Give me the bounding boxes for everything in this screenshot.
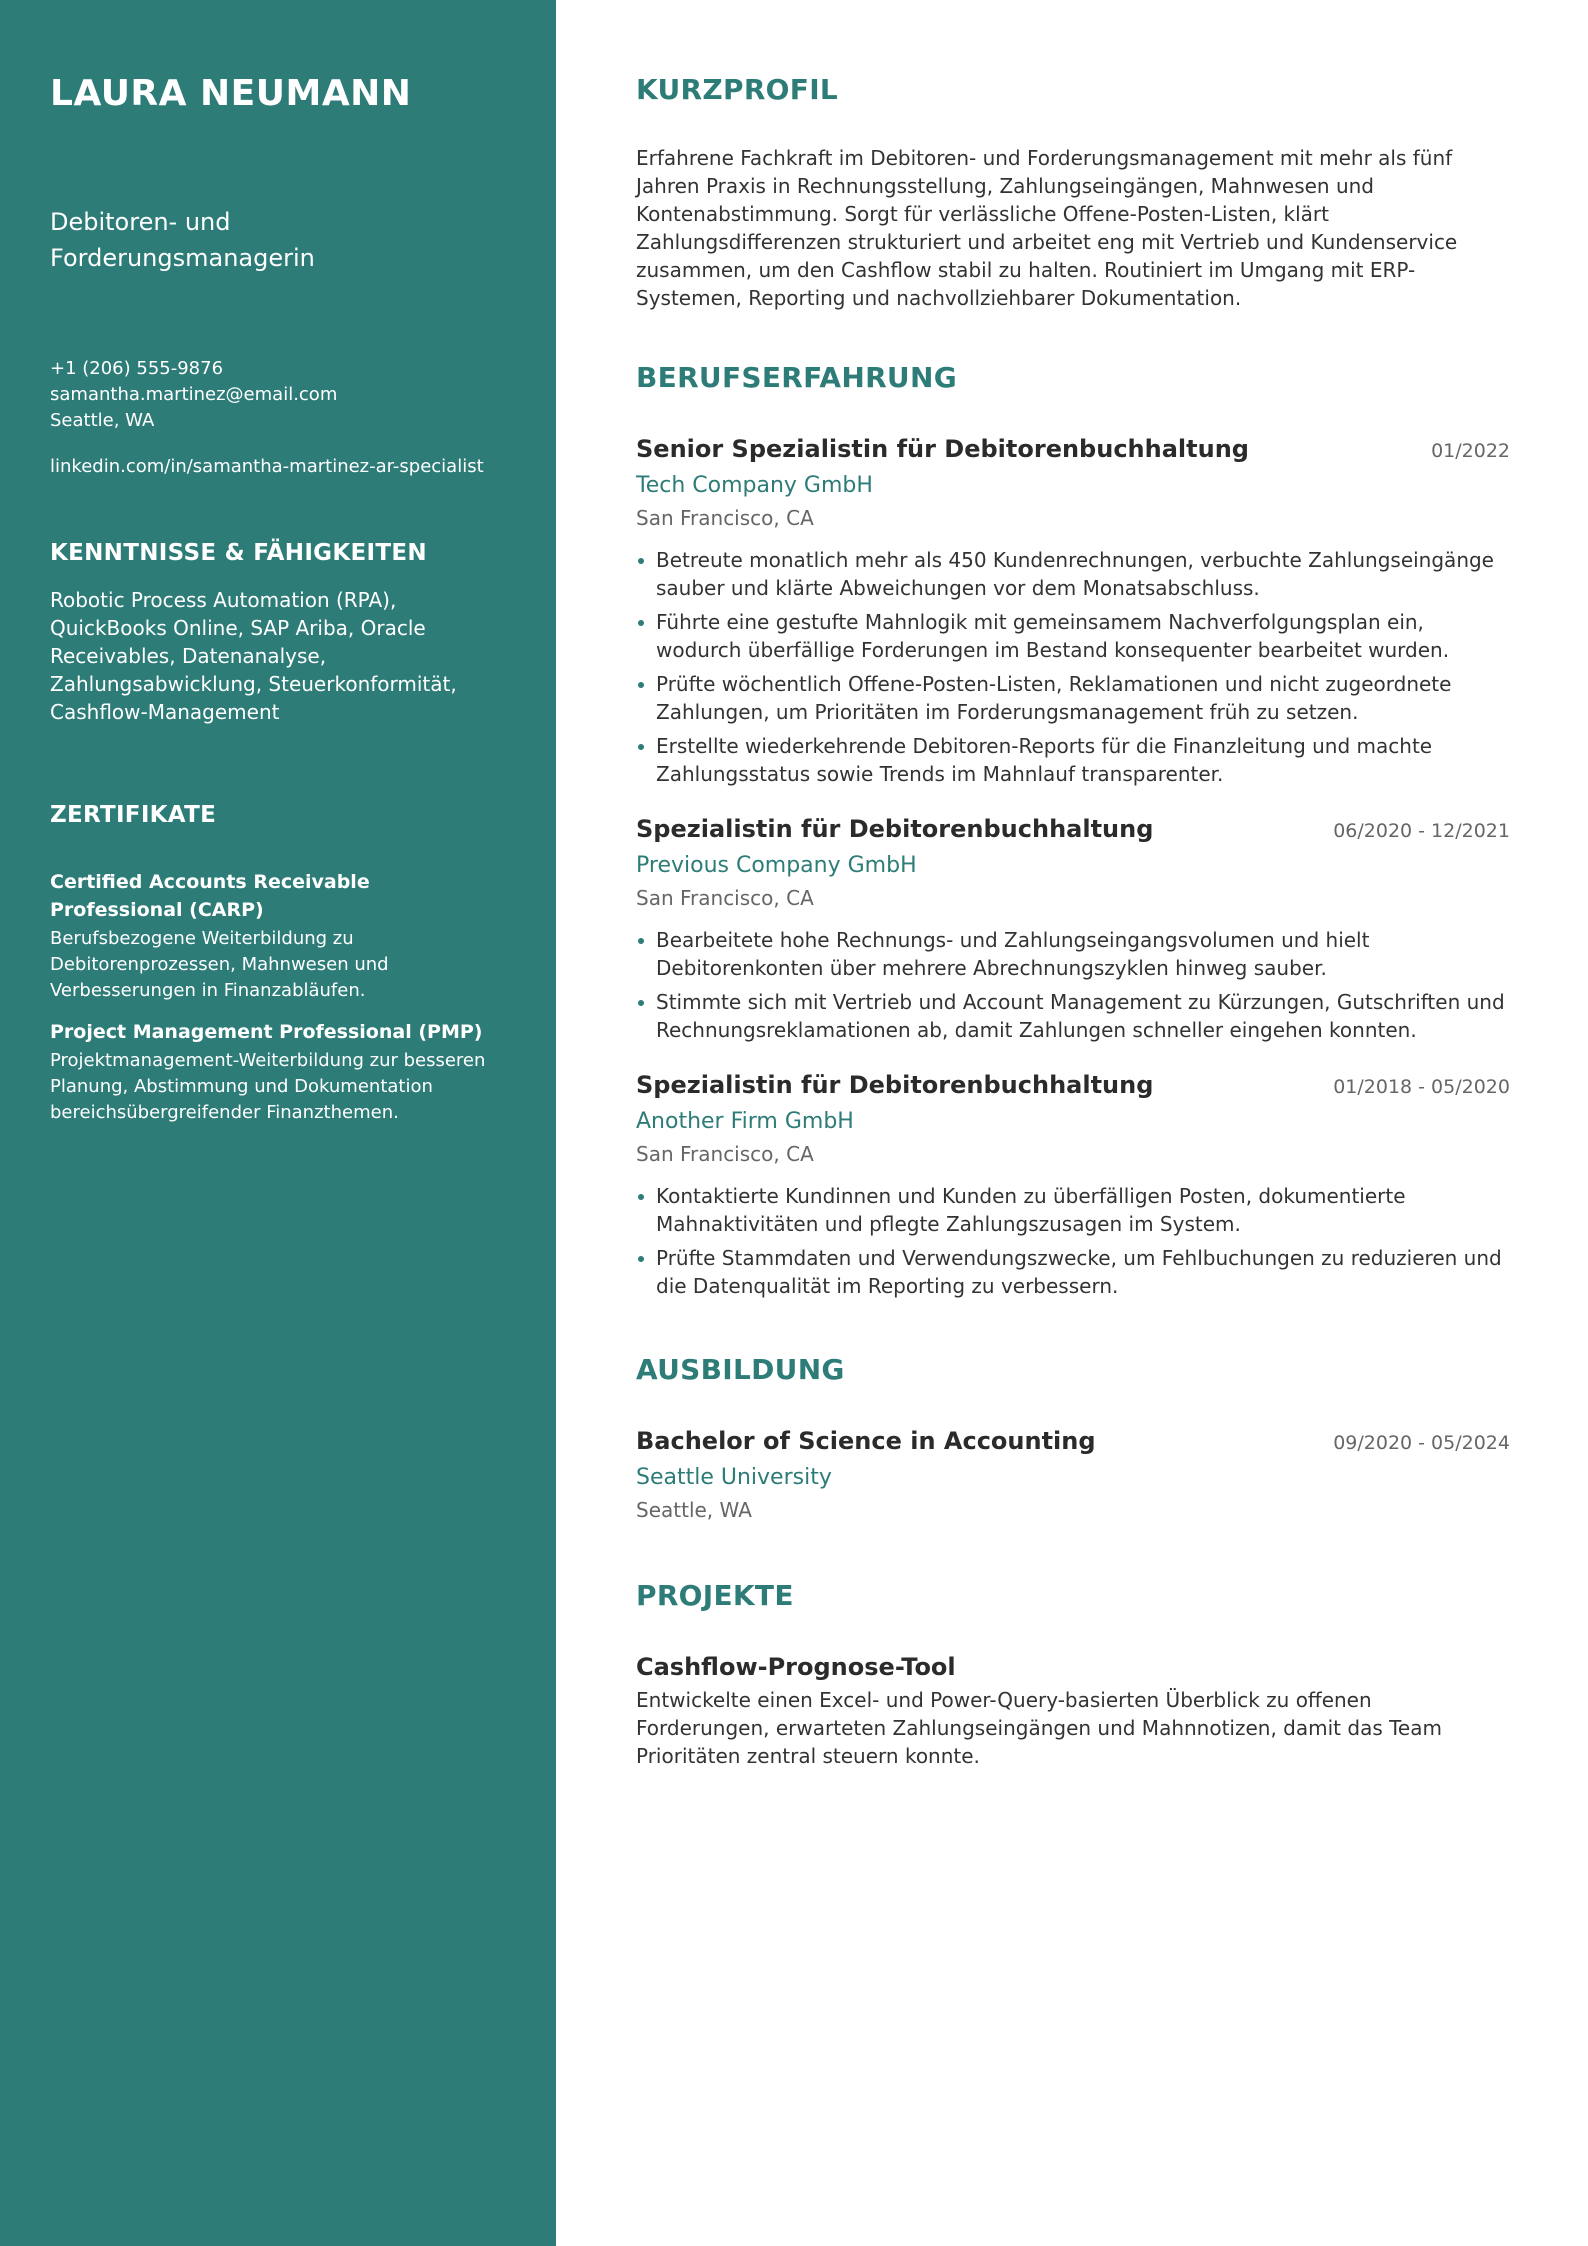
bullet-text: Betreute monatlich mehr als 450 Kundenrechnungen, verbuchte Zahlungseingänge sauber und klärte Abweichungen vor dem Monatsabschluss. [656,548,1494,600]
job-location: San Francisco, CA [636,886,814,910]
certificate-item [50,1018,506,1126]
bullet-text: Stimmte sich mit Vertrieb und Account Management zu Kürzungen, Gutschriften und Rechnungsreklamationen ab, damit Zahlungen schneller eingehen konnten. [656,990,1505,1042]
project-title: Cashflow-Prognose-Tool [636,1653,956,1681]
bullet-icon [638,1194,644,1200]
bullet-item [636,608,1510,664]
bullet-text: Prüfte wöchentlich Offene-Posten-Listen, Reklamationen und nicht zugeordnete Zahlungen, um Prioritäten im Forderungsmanagement früh zu setzen. [656,672,1452,724]
degree-title: Bachelor of Science in Accounting [636,1427,1096,1455]
summary-heading: KURZPROFIL [636,73,839,106]
bullet-item [636,988,1510,1044]
education-entry [636,1424,1510,1524]
job-location: San Francisco, CA [636,1142,814,1166]
certificate-description: Berufsbezogene Weiterbildung zu Debitorenprozessen, Mahnwesen und Verbesserungen in Finanzabläufen. [50,928,389,1001]
bullet-text: Führte eine gestufte Mahnlogik mit gemeinsamem Nachverfolgungsplan ein, wodurch überfällige Forderungen im Bestand konsequenter bearbeitet wurden. [656,610,1450,662]
certificate-item [50,868,506,1004]
school-name: Seattle University [636,1465,832,1490]
bullet-text: Bearbeitete hohe Rechnungs- und Zahlungseingangsvolumen und hielt Debitorenkonten über mehrere Abrechnungszyklen hinweg sauber. [656,928,1370,980]
phone-text: +1 (206) 555-9876 [50,358,224,379]
skills-text: Robotic Process Automation (RPA), QuickBooks Online, SAP Ariba, Oracle Receivables, Datenanalyse, Zahlungsabwicklung, Steuerkonformität, Cashflow-Management [50,588,457,724]
experience-heading: BERUFSERFAHRUNG [636,361,957,394]
skills-heading: KENNTNISSE & FÄHIGKEITEN [50,540,427,566]
job-date: 06/2020 - 12/2021 [1333,820,1510,842]
job-title: Spezialistin für Debitorenbuchhaltung [636,815,1154,843]
linkedin-link[interactable]: linkedin.com/in/samantha-martinez-ar-specialist [50,456,484,477]
candidate-name: LAURA NEUMANN [50,73,412,114]
bullet-item [636,670,1510,726]
school-location: Seattle, WA [636,1498,752,1522]
bullet-icon [638,1256,644,1262]
bullet-item [636,926,1510,982]
project-description: Entwickelte einen Excel- und Power-Query-basierten Überblick zu offenen Forderungen, erwarteten Zahlungseingängen und Mahnnotizen, damit das Team Prioritäten zentral steuern konnte. [636,1688,1442,1768]
summary-text: Erfahrene Fachkraft im Debitoren- und Forderungsmanagement mit mehr als fünf Jahren Praxis in Rechnungsstellung, Zahlungseingängen, Mahnwesen und Kontenabstimmung. Sorgt für verlässliche Offene-Posten-Listen, klärt Zahlungsdifferenzen strukturiert und arbeitet eng mit Vertrieb und Kundenservice zusammen, um den Cashflow stabil zu halten. Routiniert im Umgang mit ERP-Systemen, Reporting und nachvollziehbarer Dokumentation. [636,146,1458,310]
company-name: Previous Company GmbH [636,853,917,878]
bullet-item [636,1244,1510,1300]
email-link[interactable]: samantha.martinez@email.com [50,384,338,405]
bullet-item [636,732,1510,788]
job-entry [636,812,1510,1044]
certificate-title: Project Management Professional (PMP) [50,1021,483,1043]
contact-block [50,356,506,434]
education-heading: AUSBILDUNG [636,1353,845,1386]
job-title: Senior Spezialistin für Debitorenbuchhaltung [636,435,1249,463]
job-entry [636,432,1510,788]
bullet-icon [638,558,644,564]
bullet-text: Erstellte wiederkehrende Debitoren-Reports für die Finanzleitung und machte Zahlungsstatus sowie Trends im Mahnlauf transparenter. [656,734,1433,786]
bullet-icon [638,744,644,750]
job-role: Debitoren- und Forderungsmanagerin [50,208,315,272]
job-bullets [636,1182,1510,1300]
job-location: San Francisco, CA [636,506,814,530]
education-date: 09/2020 - 05/2024 [1333,1432,1510,1454]
job-date: 01/2022 [1431,440,1510,462]
certificates-list [50,868,506,1126]
certificates-heading: ZERTIFIKATE [50,802,217,828]
bullet-icon [638,1000,644,1006]
bullet-text: Kontaktierte Kundinnen und Kunden zu überfälligen Posten, dokumentierte Mahnaktivitäten und pflegte Zahlungszusagen im System. [656,1184,1406,1236]
company-name: Tech Company GmbH [636,473,873,498]
job-entry [636,1068,1510,1300]
bullet-item [636,1182,1510,1238]
main-content [636,0,1510,1770]
certificate-title: Certified Accounts Receivable Professional (CARP) [50,871,370,921]
bullet-text: Prüfte Stammdaten und Verwendungszwecke, um Fehlbuchungen zu reduzieren und die Datenqualität im Reporting zu verbessern. [656,1246,1502,1298]
sidebar [0,0,556,2246]
job-bullets [636,926,1510,1044]
bullet-icon [638,938,644,944]
certificate-description: Projektmanagement-Weiterbildung zur besseren Planung, Abstimmung und Dokumentation bereichsübergreifender Finanzthemen. [50,1050,486,1123]
project-entry [636,1650,1510,1770]
bullet-icon [638,682,644,688]
job-date: 01/2018 - 05/2020 [1333,1076,1510,1098]
bullet-item [636,546,1510,602]
company-name: Another Firm GmbH [636,1109,854,1134]
location-text: Seattle, WA [50,410,155,431]
job-bullets [636,546,1510,788]
bullet-icon [638,620,644,626]
projects-heading: PROJEKTE [636,1579,794,1612]
job-title: Spezialistin für Debitorenbuchhaltung [636,1071,1154,1099]
